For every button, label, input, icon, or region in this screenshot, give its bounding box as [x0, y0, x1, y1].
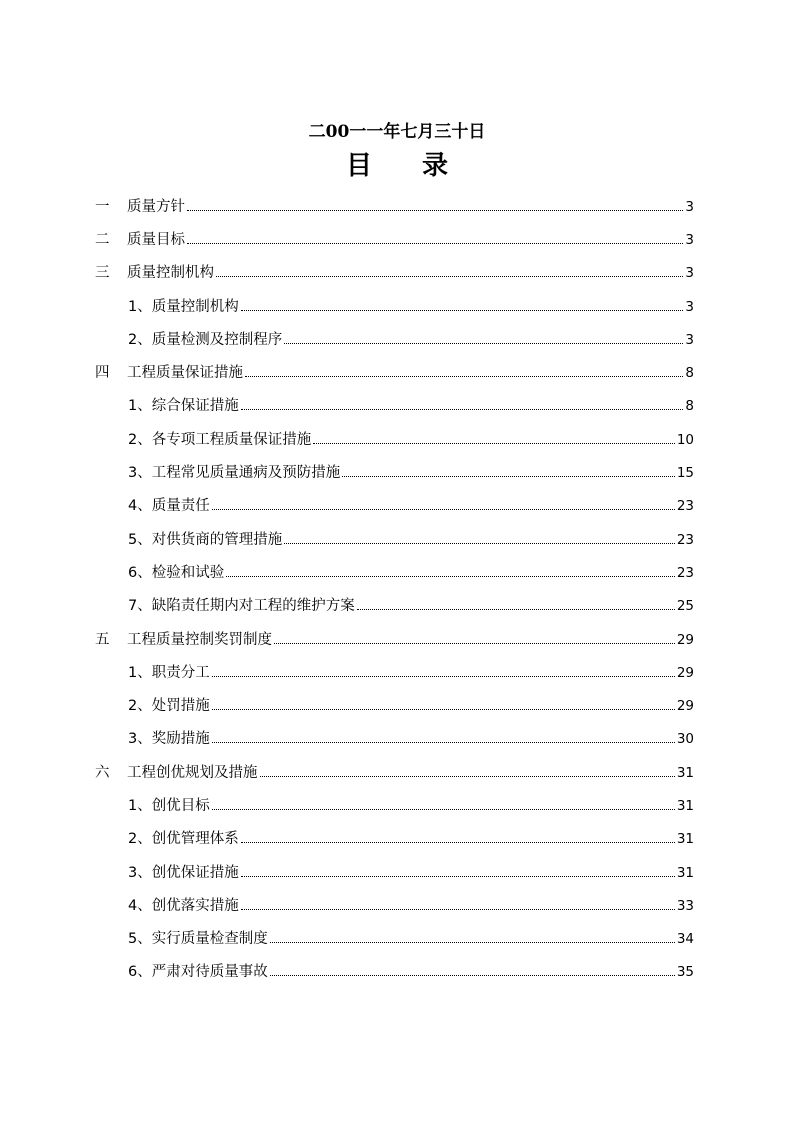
toc-entry[interactable] — [0, 290, 794, 323]
toc-entry-number: 1、 — [128, 664, 152, 681]
toc-entry[interactable] — [0, 689, 794, 722]
toc-entry-number: 2、 — [128, 831, 152, 848]
toc-entry-number: 6、 — [128, 564, 152, 581]
toc-entry-page-number: 3 — [685, 231, 694, 248]
toc-entry[interactable] — [0, 257, 794, 290]
toc-entry-number: 二 — [95, 231, 110, 248]
toc-entry[interactable] — [0, 356, 794, 389]
toc-entry[interactable] — [0, 623, 794, 656]
toc-entry-title: 创优目标 — [151, 797, 210, 814]
toc-entry-title: 对供货商的管理措施 — [151, 531, 283, 548]
toc-dot-leader — [212, 808, 675, 810]
toc-entry-number: 三 — [95, 265, 110, 282]
toc-entry-number: 2、 — [128, 431, 152, 448]
toc-entry-number: 7、 — [128, 598, 152, 615]
toc-entry-title: 工程质量控制奖罚制度 — [127, 631, 272, 648]
toc-entry[interactable] — [0, 323, 794, 356]
toc-dot-leader — [260, 775, 675, 777]
toc-dot-leader — [342, 475, 675, 477]
toc-entry-title: 质量方针 — [127, 198, 185, 215]
toc-dot-leader — [284, 542, 675, 544]
toc-dot-leader — [187, 209, 683, 211]
toc-dot-leader — [284, 342, 683, 344]
toc-entry-page-number: 34 — [676, 931, 694, 948]
toc-entry[interactable] — [0, 556, 794, 589]
toc-entry[interactable] — [0, 656, 794, 689]
toc-dot-leader — [212, 675, 675, 677]
toc-dot-leader — [241, 841, 675, 843]
toc-entry-page-number: 8 — [685, 365, 694, 382]
toc-entry[interactable] — [0, 789, 794, 822]
toc-entry-title: 质量检测及控制程序 — [151, 331, 283, 348]
toc-dot-leader — [241, 908, 675, 910]
toc-entry-number: 4、 — [128, 897, 152, 914]
toc-entry-title: 创优落实措施 — [151, 897, 239, 914]
toc-entry[interactable] — [0, 823, 794, 856]
toc-entry-number: 1、 — [128, 298, 152, 315]
document-date: 二00一一年七月三十日 — [308, 122, 486, 142]
toc-dot-leader — [216, 275, 683, 277]
toc-entry-title: 工程常见质量通病及预防措施 — [151, 465, 341, 482]
toc-entry-title: 检验和试验 — [151, 564, 225, 581]
toc-entry-number: 四 — [95, 365, 110, 382]
toc-dot-leader — [274, 642, 675, 644]
toc-entry-number: 4、 — [128, 498, 152, 515]
toc-dot-leader — [187, 242, 683, 244]
toc-dot-leader — [212, 508, 675, 510]
toc-dot-leader — [226, 575, 675, 577]
toc-dot-leader — [313, 442, 675, 444]
toc-dot-leader — [270, 941, 675, 943]
toc-entry-page-number: 8 — [685, 398, 694, 415]
toc-dot-leader — [357, 608, 675, 610]
toc-entry-number: 1、 — [128, 797, 152, 814]
toc-dot-leader — [241, 408, 684, 410]
toc-entry-page-number: 3 — [685, 331, 694, 348]
toc-entry-title: 缺陷责任期内对工程的维护方案 — [151, 598, 355, 615]
toc-dot-leader — [245, 375, 683, 377]
toc-entry-title: 创优管理体系 — [151, 831, 239, 848]
toc-entry-page-number: 29 — [676, 631, 694, 648]
toc-entry-title: 各专项工程质量保证措施 — [151, 431, 312, 448]
toc-entry-page-number: 31 — [676, 764, 694, 781]
toc-entry-number: 3、 — [128, 864, 152, 881]
toc-entry-number: 一 — [95, 198, 110, 215]
toc-dot-leader — [270, 974, 675, 976]
toc-entry[interactable] — [0, 856, 794, 889]
toc-entry-title: 严肃对待质量事故 — [151, 964, 268, 981]
toc-entry-page-number: 29 — [676, 664, 694, 681]
toc-entry[interactable] — [0, 956, 794, 989]
toc-entry-number: 6、 — [128, 964, 152, 981]
toc-entry-page-number: 33 — [676, 897, 694, 914]
toc-entry-number: 2、 — [128, 698, 152, 715]
toc-entry-page-number: 3 — [685, 265, 694, 282]
toc-entry-title: 质量控制机构 — [127, 265, 214, 282]
toc-heading-right: 录 — [422, 151, 449, 181]
toc-entry-title: 职责分工 — [151, 664, 210, 681]
toc-heading — [0, 148, 794, 184]
toc-entry-title: 综合保证措施 — [151, 398, 239, 415]
toc-entry[interactable] — [0, 423, 794, 456]
toc-entry-page-number: 35 — [676, 964, 694, 981]
toc-dot-leader — [212, 708, 675, 710]
toc-entry-number: 六 — [95, 764, 110, 781]
toc-entry-page-number: 23 — [676, 564, 694, 581]
toc-heading-left: 目 — [345, 151, 372, 181]
toc-entry[interactable] — [0, 223, 794, 256]
toc-entry-page-number: 3 — [685, 298, 694, 315]
toc-entry-title: 工程质量保证措施 — [127, 365, 243, 382]
toc-entry[interactable] — [0, 923, 794, 956]
toc-entry[interactable] — [0, 490, 794, 523]
toc-entry-page-number: 31 — [676, 831, 694, 848]
toc-entry-number: 3、 — [128, 465, 152, 482]
toc-entry-page-number: 3 — [685, 198, 694, 215]
toc-entry[interactable] — [0, 456, 794, 489]
toc-entry-title: 工程创优规划及措施 — [127, 764, 258, 781]
toc-entry-page-number: 23 — [676, 498, 694, 515]
toc-entry-title: 创优保证措施 — [151, 864, 239, 881]
toc-entry-number: 5、 — [128, 531, 152, 548]
toc-entry-page-number: 31 — [676, 797, 694, 814]
toc-entry-title: 奖励措施 — [151, 731, 210, 748]
toc-entry-title: 实行质量检查制度 — [151, 931, 268, 948]
toc-entry-number: 1、 — [128, 398, 152, 415]
toc-entry[interactable] — [0, 756, 794, 789]
toc-entry[interactable] — [0, 390, 794, 423]
toc-entry-number: 五 — [95, 631, 110, 648]
toc-entry-number: 5、 — [128, 931, 152, 948]
toc-entry-page-number: 10 — [676, 431, 694, 448]
toc-entry-page-number: 23 — [676, 531, 694, 548]
toc-entry[interactable] — [0, 889, 794, 922]
toc-entry-page-number: 29 — [676, 698, 694, 715]
toc-entry-title: 质量目标 — [127, 231, 185, 248]
toc-entry-number: 2、 — [128, 331, 152, 348]
toc-entry-title: 质量责任 — [151, 498, 210, 515]
table-of-contents — [0, 190, 794, 989]
toc-dot-leader — [241, 875, 675, 877]
toc-dot-leader — [241, 309, 684, 311]
toc-entry[interactable] — [0, 190, 794, 223]
toc-entry-page-number: 30 — [676, 731, 694, 748]
toc-dot-leader — [212, 741, 675, 743]
toc-entry[interactable] — [0, 723, 794, 756]
toc-entry-title: 处罚措施 — [151, 698, 210, 715]
toc-entry[interactable] — [0, 590, 794, 623]
toc-entry-page-number: 15 — [676, 465, 694, 482]
toc-entry-title: 质量控制机构 — [151, 298, 239, 315]
toc-entry-page-number: 25 — [676, 598, 694, 615]
toc-entry[interactable] — [0, 523, 794, 556]
toc-entry-number: 3、 — [128, 731, 152, 748]
toc-entry-page-number: 31 — [676, 864, 694, 881]
